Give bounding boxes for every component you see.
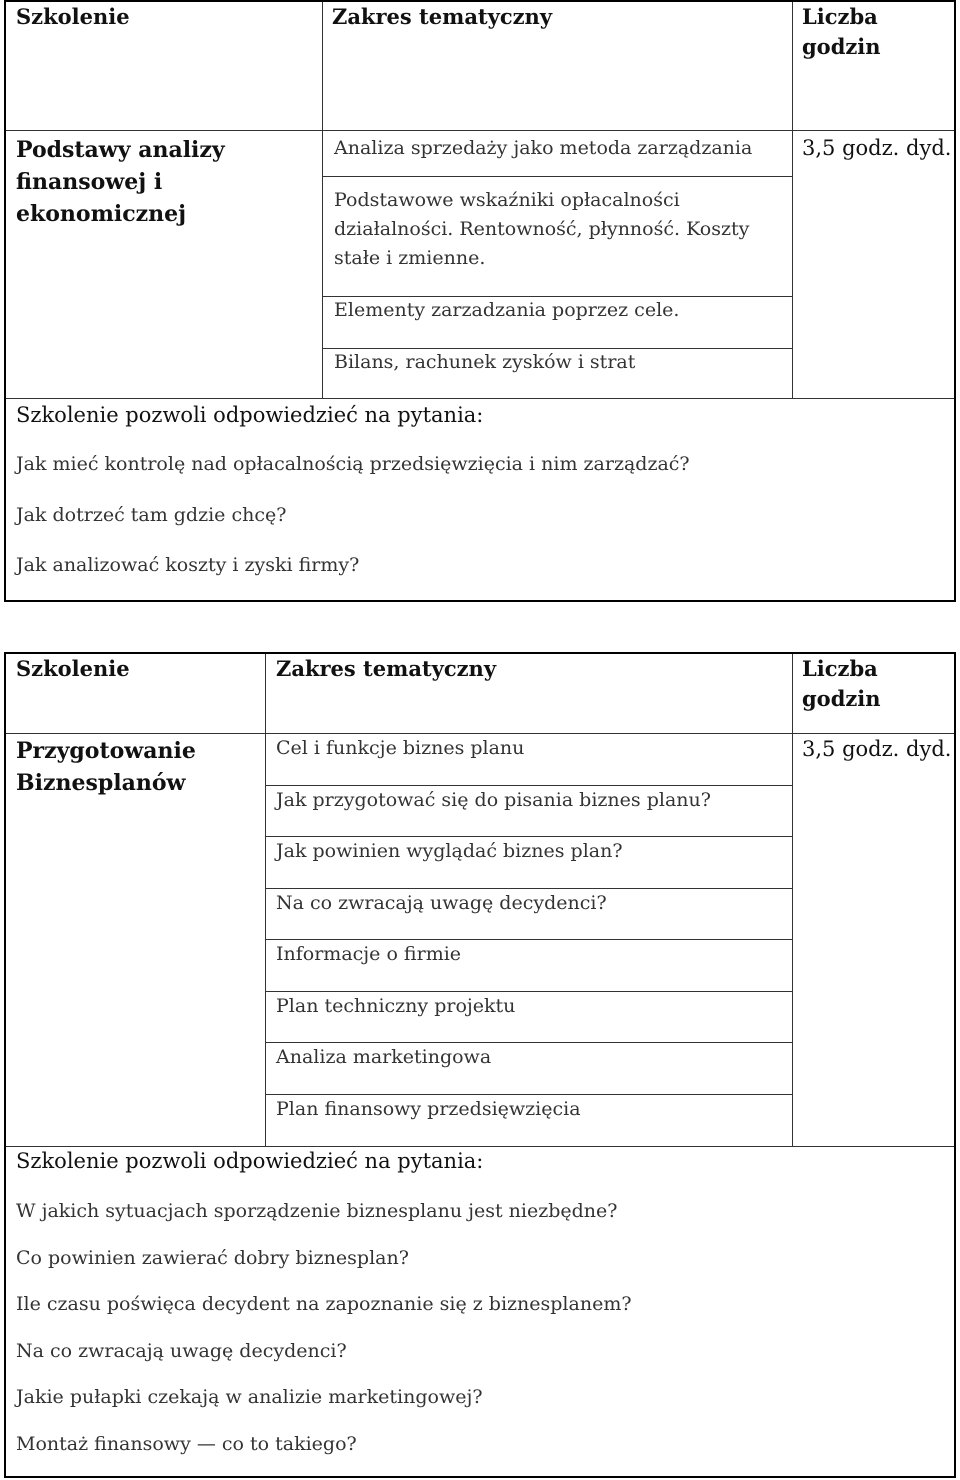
question-item: Jak dotrzeć tam gdzie chcę? xyxy=(16,504,287,526)
questions-title: Szkolenie pozwoli odpowiedzieć na pytania: xyxy=(16,403,484,427)
header-szkolenie: Szkolenie xyxy=(16,4,130,29)
topic-item: Analiza sprzedaży jako metoda zarządzania xyxy=(334,137,753,159)
question-item: W jakich sytuacjach sporządzenie biznesplanu jest niezbędne? xyxy=(16,1200,618,1222)
header-zakres: Zakres tematyczny xyxy=(332,4,553,29)
topic-item: Elementy zarzadzania poprzez cele. xyxy=(334,299,680,321)
hours-value: 3,5 godz. dyd. xyxy=(802,136,952,160)
topic-item: Bilans, rachunek zysków i strat xyxy=(334,351,636,373)
topic-item: Plan techniczny projektu xyxy=(276,995,516,1017)
topic-item: Cel i funkcje biznes planu xyxy=(276,737,525,759)
topic-item: Informacje o firmie xyxy=(276,943,462,965)
hours-value: 3,5 godz. dyd. xyxy=(802,737,952,761)
question-item: Montaż finansowy — co to takiego? xyxy=(16,1433,357,1455)
topic-item: Analiza marketingowa xyxy=(276,1046,492,1068)
header-liczba: Liczba godzin xyxy=(802,656,881,711)
question-item: Jakie pułapki czekają w analizie marketingowej? xyxy=(16,1386,483,1408)
training-table-1 xyxy=(4,0,956,602)
topic-item: Plan finansowy przedsięwzięcia xyxy=(276,1098,581,1120)
question-item: Jak analizować koszty i zyski firmy? xyxy=(16,554,360,576)
topic-item: Podstawowe wskaźniki opłacalności działalności. Rentowność, płynność. Koszty stałe i zmienne. xyxy=(334,189,750,269)
topic-item: Jak przygotować się do pisania biznes planu? xyxy=(276,789,711,811)
question-item: Jak mieć kontrolę nad opłacalnością przedsięwzięcia i nim zarządzać? xyxy=(16,453,690,475)
header-liczba: Liczba godzin xyxy=(802,4,881,59)
header-szkolenie: Szkolenie xyxy=(16,656,130,681)
course-name: Przygotowanie Biznesplanów xyxy=(16,738,196,796)
question-item: Na co zwracają uwagę decydenci? xyxy=(16,1340,347,1362)
training-table-2 xyxy=(4,652,956,1478)
course-name: Podstawy analizy finansowej i ekonomicznej xyxy=(16,137,225,227)
question-item: Ile czasu poświęca decydent na zapoznanie się z biznesplanem? xyxy=(16,1293,632,1315)
topic-item: Jak powinien wyglądać biznes plan? xyxy=(276,840,623,862)
header-zakres: Zakres tematyczny xyxy=(276,656,497,681)
questions-title: Szkolenie pozwoli odpowiedzieć na pytania: xyxy=(16,1149,484,1173)
topic-item: Na co zwracają uwagę decydenci? xyxy=(276,892,607,914)
question-item: Co powinien zawierać dobry biznesplan? xyxy=(16,1247,409,1269)
